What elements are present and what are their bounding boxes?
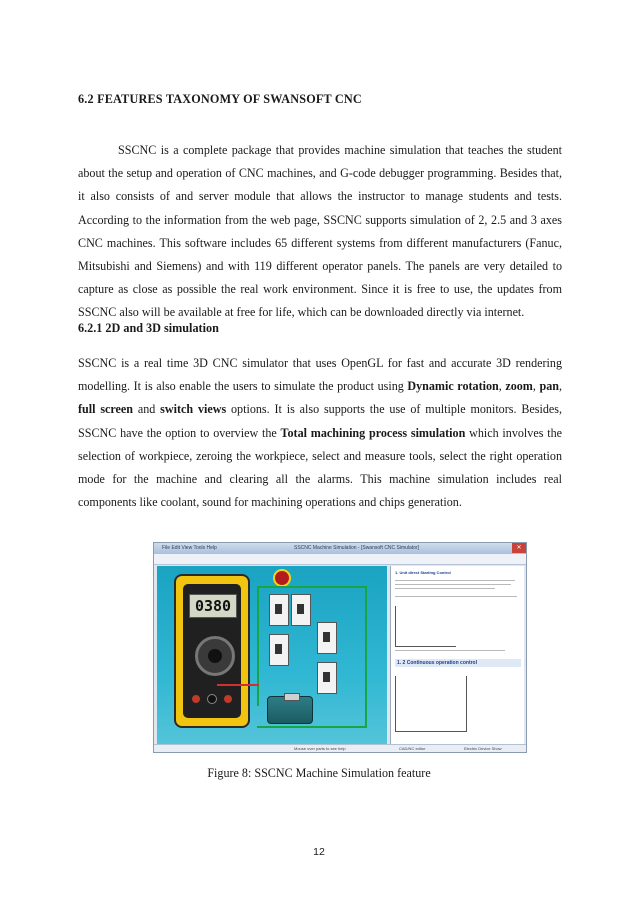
figure-instructions-panel — [390, 566, 524, 744]
status-mode: CAD/NC editor — [399, 746, 426, 751]
relay-icon — [317, 662, 337, 694]
status-hint: Mouse over parts to see help — [294, 746, 346, 751]
bold-term-pan: pan — [539, 379, 559, 394]
paragraph-features-text: SSCNC is a complete package that provides machine simulation that teaches the student about the setup and operation of CNC machines, and G-code debugger programming. Besides that, it also consists of and server module that allows the instructor to manage students and tests. According to the information from the web page, SSCNC supports simulation of 2, 2.5 and 3 axes CNC machines. This software includes 65 different systems from different manufacturers (Fanuc, Mitsubishi and Siemens) and with 119 different operator panels. The panels are very detailed to capture as close as possible the real work environment. Since it is free to use, the updates from SSCNC also will be available at free for life, which can be downloaded directly via internet. — [78, 143, 562, 320]
text-run: , — [559, 379, 563, 394]
emergency-stop-icon — [273, 569, 291, 587]
probe-jack-red — [191, 694, 201, 704]
wire — [257, 726, 367, 728]
bold-term-full-screen: full screen — [78, 402, 134, 417]
figure-toolbar — [154, 554, 526, 565]
bold-term-total-machining: Total machining process simulation — [280, 425, 466, 440]
text-run: , — [498, 379, 506, 394]
figure-simulation-view — [157, 566, 387, 744]
doc-text-line — [395, 650, 505, 651]
figure-window-title: SSCNC Machine Simulation - [Swansoft CNC Simulator] — [294, 545, 420, 551]
bold-term-dynamic-rotation: Dynamic rotation — [407, 379, 499, 394]
relay-icon — [317, 622, 337, 654]
doc-text-line — [395, 596, 517, 597]
multimeter-face — [183, 584, 241, 718]
text-run: and — [133, 402, 161, 417]
status-device: Electric Device Show — [464, 746, 502, 751]
figure-screenshot — [153, 542, 527, 753]
text-run: options. It is also supports the use of multiple monitors. Besides, SSCNC have the option to overview the — [78, 402, 562, 440]
probe-jack-black — [207, 694, 217, 704]
page-number: 12 — [313, 846, 325, 858]
doc-heading: 1. Unit direct Starting Control — [395, 570, 451, 575]
wire — [365, 586, 367, 726]
paragraph-simulation — [78, 352, 562, 514]
bold-term-switch-views: switch views — [160, 402, 227, 417]
motor-icon — [267, 696, 313, 724]
close-icon: ✕ — [512, 543, 526, 553]
multimeter-display: 0380 — [189, 594, 237, 618]
probe-jack-red — [223, 694, 233, 704]
circuit-breaker-icon — [269, 594, 289, 626]
circuit-diagram — [395, 606, 456, 647]
doc-text-line — [395, 580, 515, 581]
circuit-diagram — [395, 676, 467, 732]
contactor-icon — [269, 634, 289, 666]
multimeter-dial — [195, 636, 235, 676]
text-run: , — [532, 379, 540, 394]
text-run: SSCNC is a real time 3D CNC simulator that uses OpenGL for fast and accurate 3D rendering modelling. It is also enable the users to simulate the product using — [78, 356, 562, 394]
wire — [257, 586, 259, 706]
figure-menu-bar: File Edit View Tools Help — [162, 545, 217, 551]
circuit-breaker-icon — [291, 594, 311, 626]
dial-knob — [208, 649, 222, 663]
multimeter-icon — [174, 574, 250, 728]
subsection-heading: 6.2.1 2D and 3D simulation — [78, 321, 219, 335]
motor-nameplate — [284, 693, 300, 701]
paragraph-features — [78, 139, 562, 325]
text-run: which involves the selection of workpiece, zeroing the workpiece, select and measure tools, select the right operation mode for the machine and clearing all the alarms. This machine simulation includes real components like coolant, sound for machining operations and chips generation. — [78, 425, 562, 510]
figure-caption: Figure 8: SSCNC Machine Simulation feature — [207, 766, 431, 780]
figure-status-bar — [154, 744, 526, 753]
wire — [257, 586, 367, 588]
doc-text-line — [395, 588, 495, 589]
section-heading: 6.2 FEATURES TAXONOMY OF SWANSOFT CNC — [78, 92, 362, 106]
bold-term-zoom: zoom — [505, 379, 533, 394]
doc-heading: 1. 2 Continuous operation control — [395, 659, 521, 667]
doc-text-line — [395, 584, 511, 585]
probe-wire — [217, 684, 259, 686]
